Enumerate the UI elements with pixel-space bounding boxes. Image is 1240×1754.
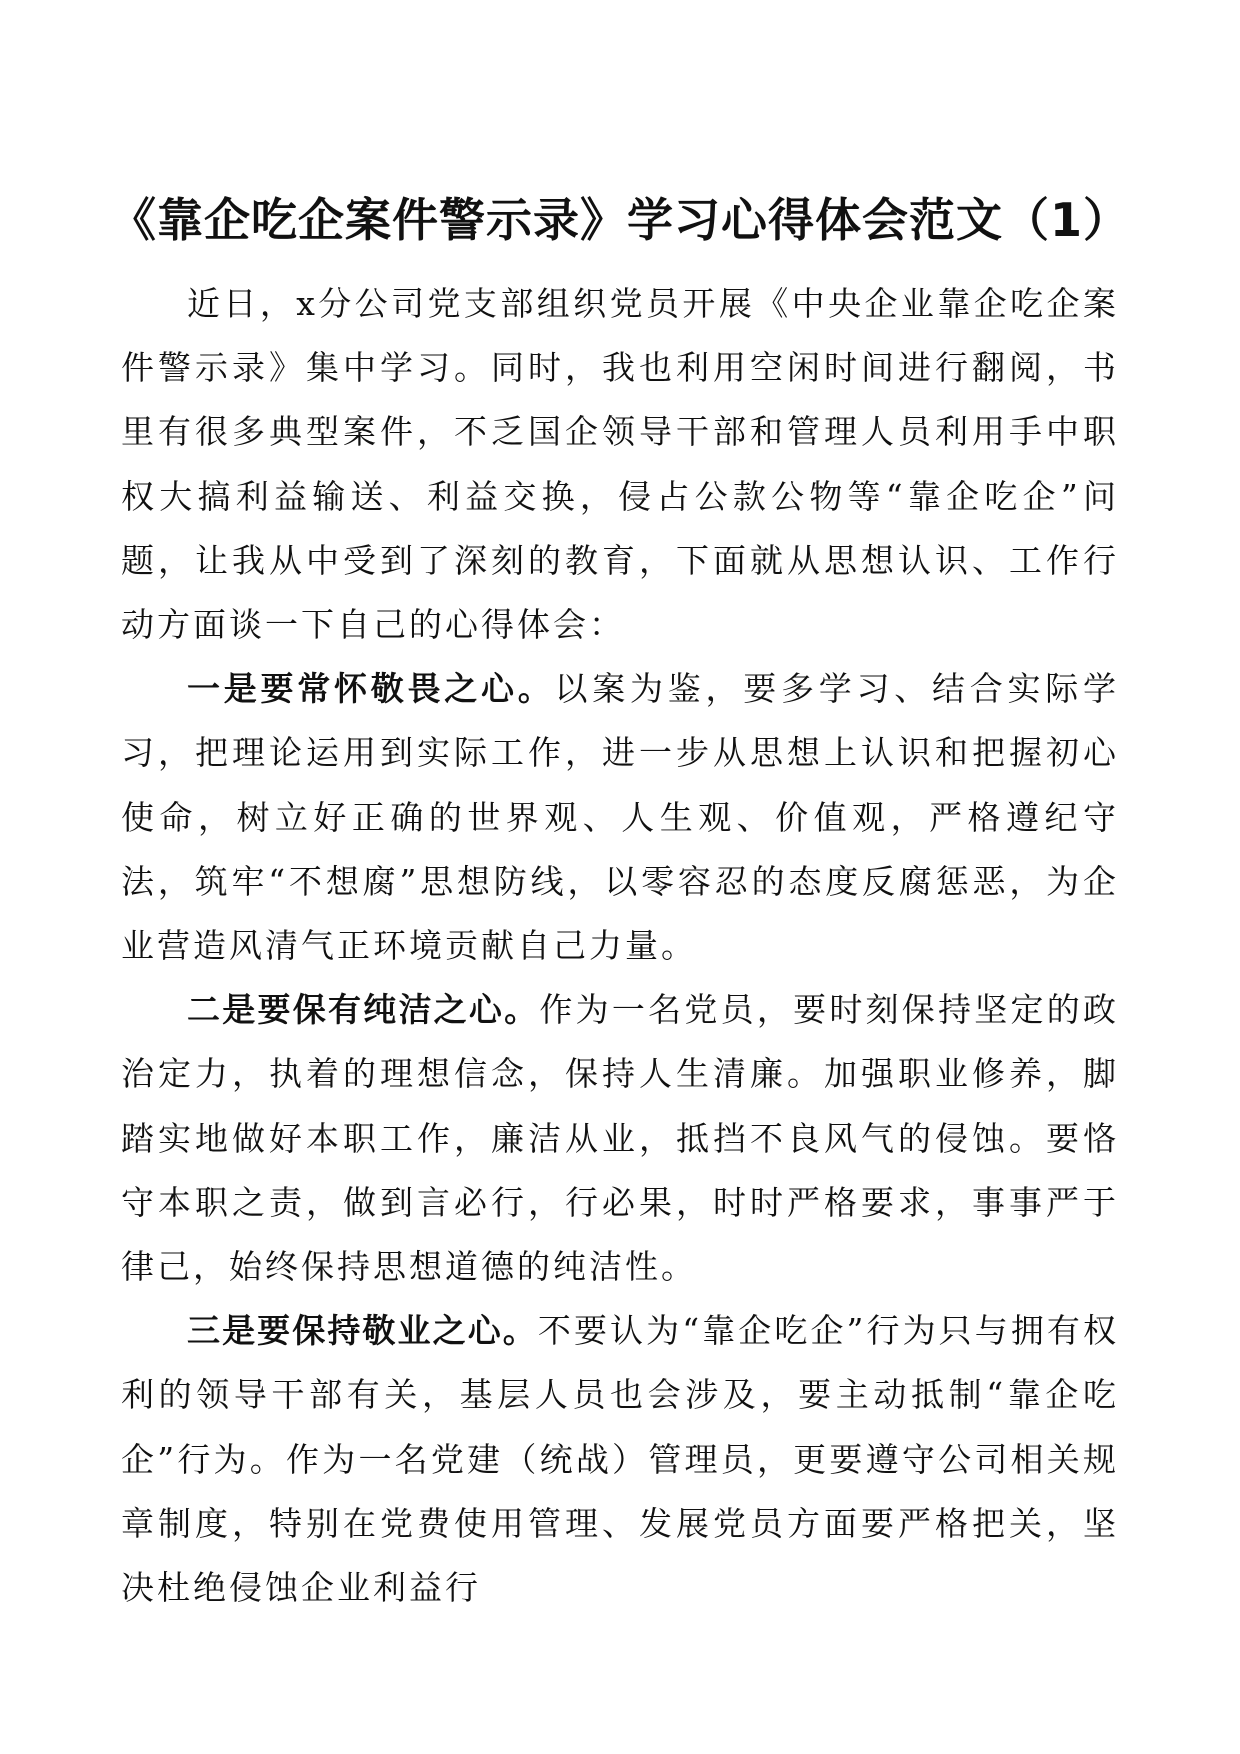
point-text-1: 以案为鉴，要多学习、结合实际学习，把理论运用到实际工作，进一步从思想上认识和把握初心使命，树立好正确的世界观、人生观、价值观，严格遵纪守法，筑牢“不想腐”思想防线，以零容忍的态度反腐惩恶，为企业营造风清气正环境贡献自己力量。 xyxy=(121,669,1119,966)
point-text-3: 不要认为“靠企吃企”行为只与拥有权利的领导干部有关，基层人员也会涉及，要主动抵制“靠企吃企”行为。作为一名党建（统战）管理员，更要遵守公司相关规章制度，特别在党费使用管理、发展党员方面要严格把关，坚决杜绝侵蚀企业利益行 xyxy=(121,1311,1120,1608)
point-paragraph-3 xyxy=(121,1299,1119,1620)
point-heading-2: 二是要保有纯洁之心。 xyxy=(187,990,540,1030)
point-heading-3: 三是要保持敬业之心。 xyxy=(187,1311,538,1351)
document-title: 《靠企吃企案件警示录》学习心得体会范文（1） xyxy=(109,193,1130,247)
intro-paragraph: 近日，x分公司党支部组织党员开展《中央企业靠企吃企案件警示录》集中学习。同时，我也利用空闲时间进行翻阅，书里有很多典型案件，不乏国企领导干部和管理人员利用手中职权大搞利益输送、利益交换，侵占公款公物等“靠企吃企”问题，让我从中受到了深刻的教育，下面就从思想认识、工作行动方面谈一下自己的心得体会： xyxy=(121,284,1119,645)
point-text-2: 作为一名党员，要时刻保持坚定的政治定力，执着的理想信念，保持人生清廉。加强职业修养，脚踏实地做好本职工作，廉洁从业，抵挡不良风气的侵蚀。要恪守本职之责，做到言必行，行必果，时时严格要求，事事严于律己，始终保持思想道德的纯洁性。 xyxy=(121,990,1120,1287)
point-paragraph-2 xyxy=(121,978,1119,1299)
point-heading-1: 一是要常怀敬畏之心。 xyxy=(187,669,555,709)
document-body xyxy=(121,272,1119,1620)
point-paragraph-1 xyxy=(121,657,1119,978)
